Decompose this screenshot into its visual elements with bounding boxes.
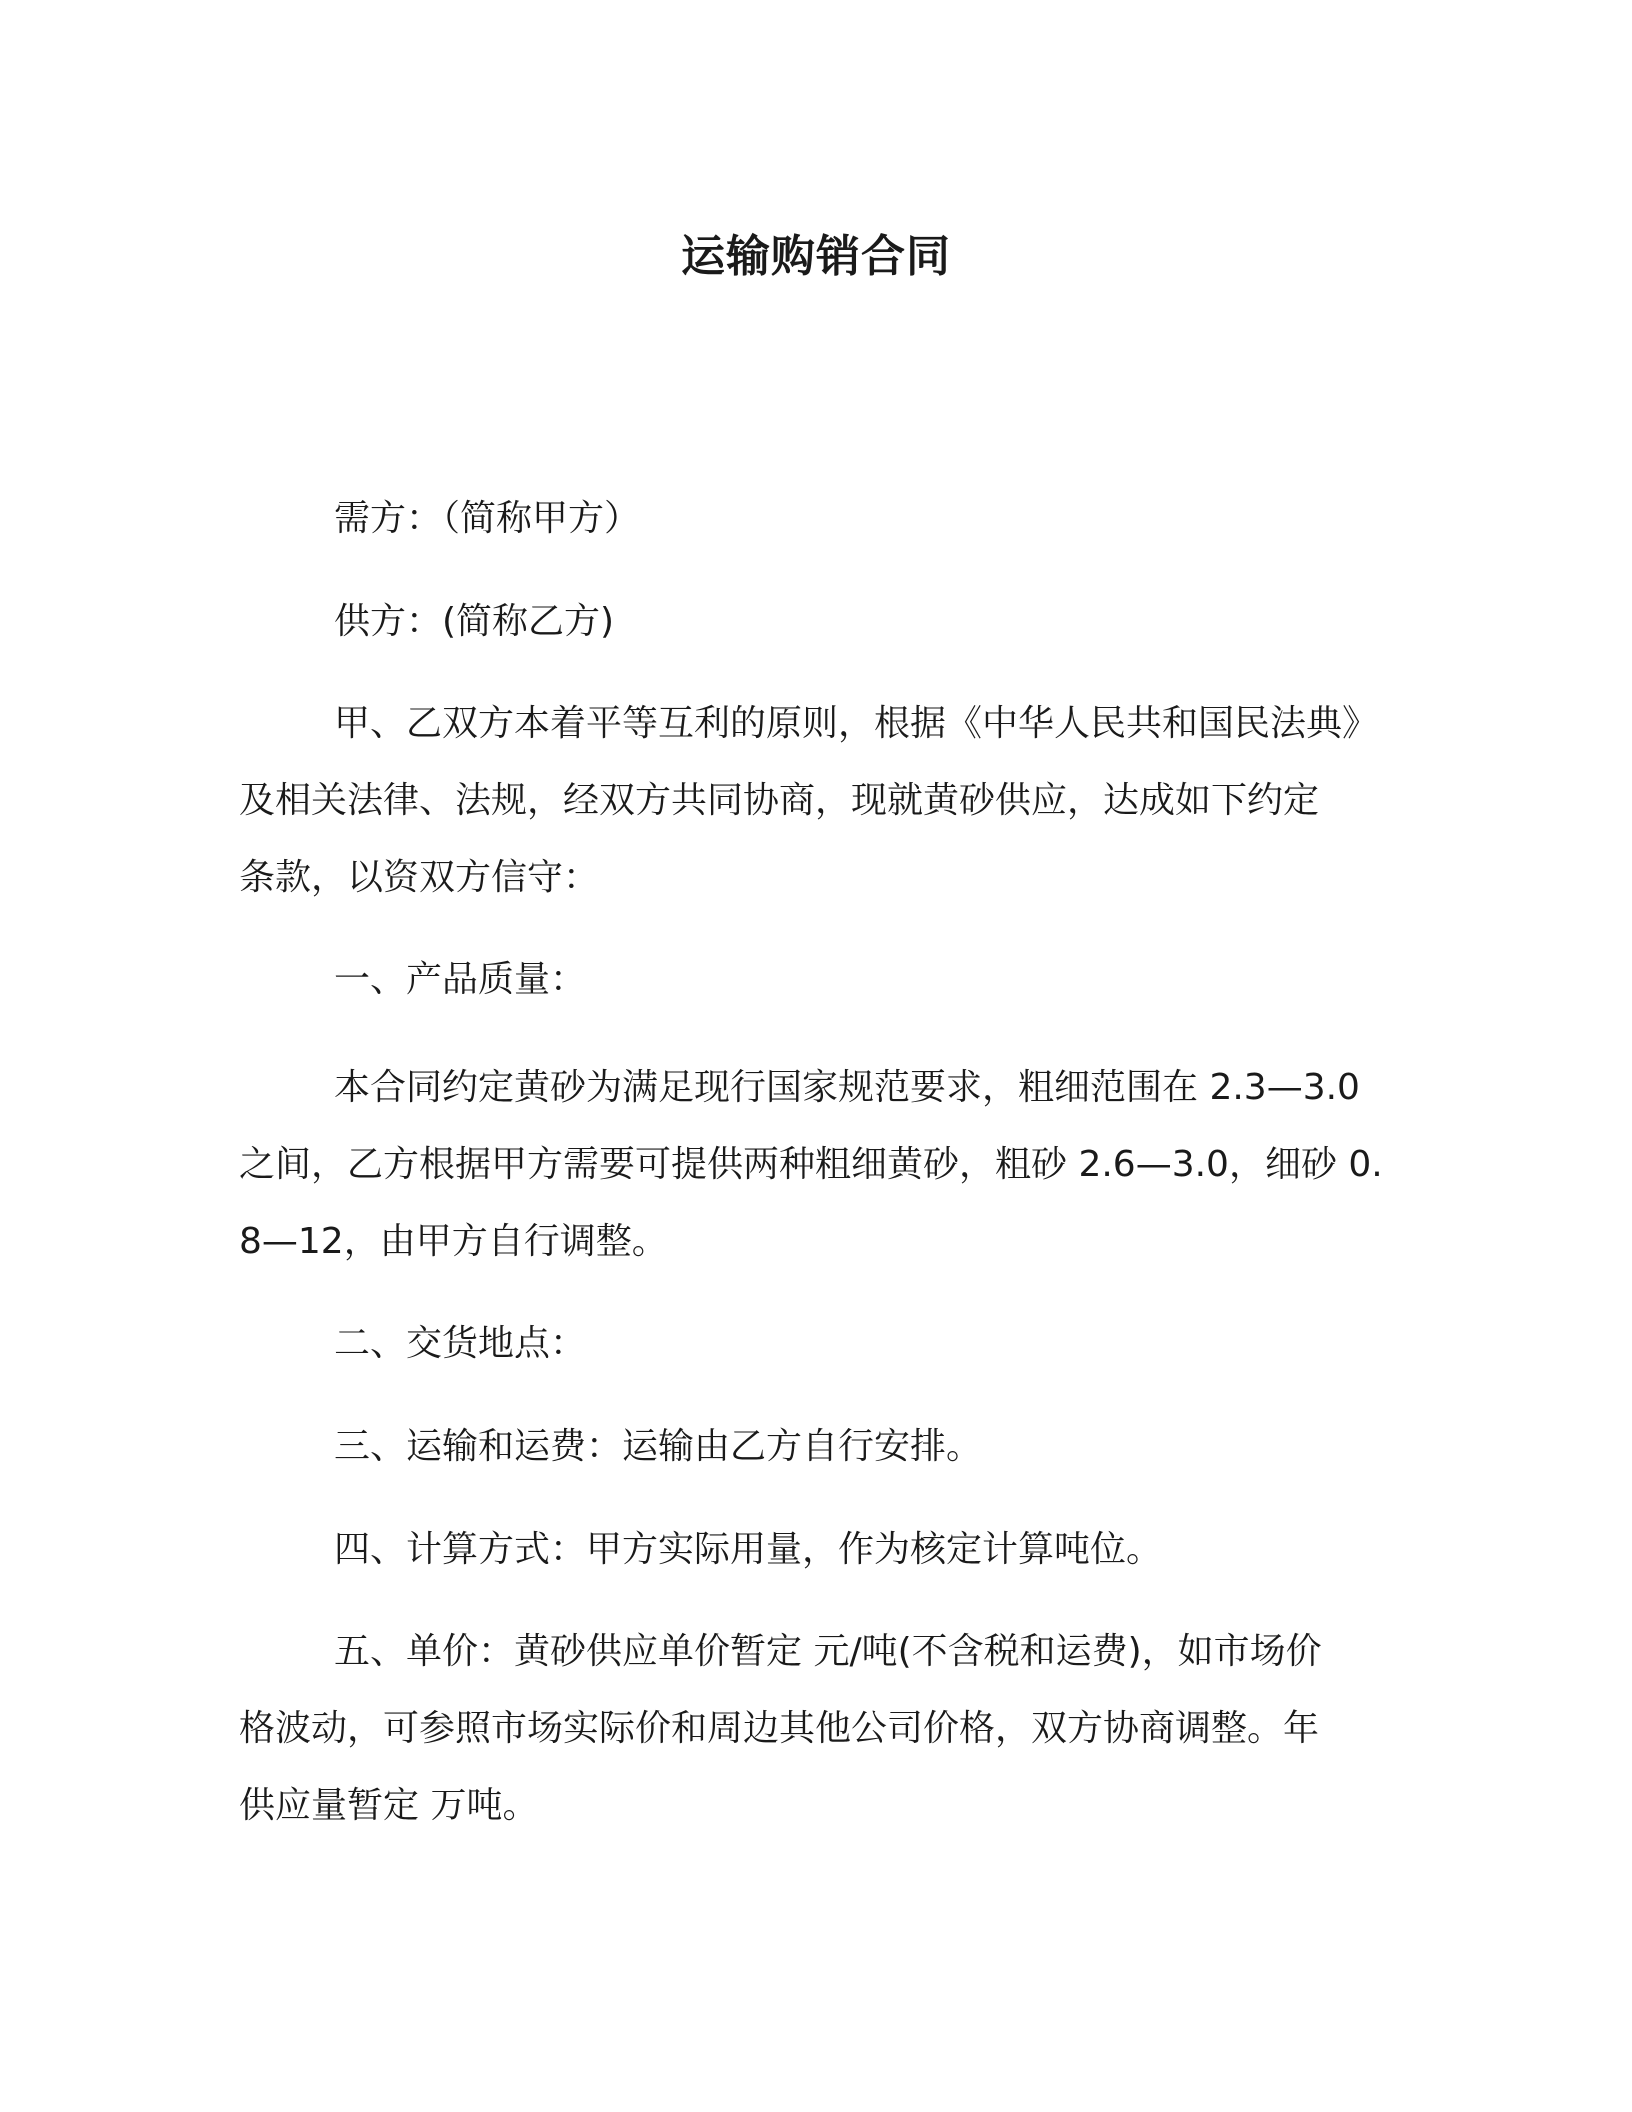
preamble-line-2: 及相关法律、法规，经双方共同协商，现就黄砂供应，达成如下约定 <box>239 780 1320 821</box>
preamble-line-1: 甲、乙双方本着平等互利的原则，根据《中华人民共和国民法典》 <box>334 703 1379 744</box>
document-title: 运输购销合同 <box>681 231 951 282</box>
section-1-line-2: 之间，乙方根据甲方需要可提供两种粗细黄砂，粗砂 2.6—3.0，细砂 0. <box>239 1144 1383 1185</box>
section-4-line: 四、计算方式：甲方实际用量，作为核定计算吨位。 <box>334 1529 1163 1570</box>
section-5-line-3: 供应量暂定 万吨。 <box>239 1785 539 1826</box>
section-1-line-3: 8—12，由甲方自行调整。 <box>239 1221 668 1262</box>
section-1-heading: 一、产品质量： <box>334 959 587 1000</box>
section-1-line-1: 本合同约定黄砂为满足现行国家规范要求，粗细范围在 2.3—3.0 <box>334 1067 1360 1108</box>
party-a-line: 需方：（简称甲方） <box>334 498 641 539</box>
section-5-line-1: 五、单价：黄砂供应单价暂定 元/吨(不含税和运费)，如市场价 <box>334 1631 1322 1672</box>
preamble-line-3: 条款，以资双方信守： <box>239 857 600 898</box>
section-5-line-2: 格波动，可参照市场实际价和周边其他公司价格，双方协商调整。年 <box>239 1708 1320 1749</box>
section-2-heading: 二、交货地点： <box>334 1323 587 1364</box>
party-b-line: 供方：(简称乙方) <box>334 601 615 642</box>
section-3-line: 三、运输和运费：运输由乙方自行安排。 <box>334 1426 983 1467</box>
